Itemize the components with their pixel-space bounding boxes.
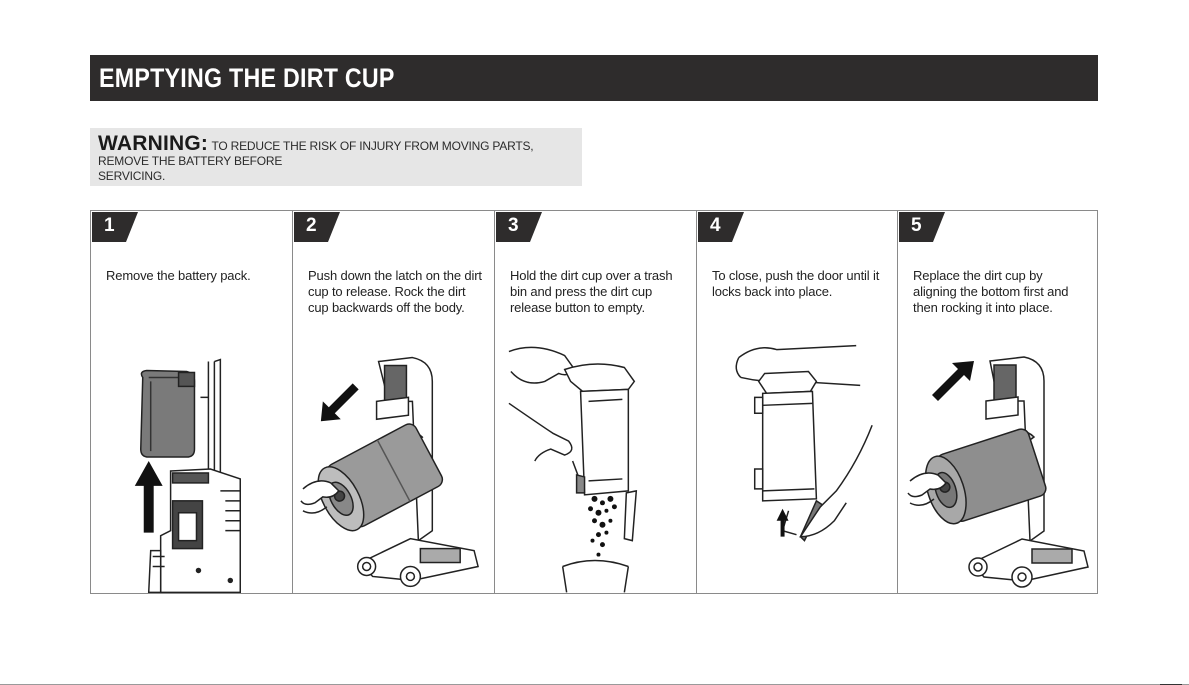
step-text-3: Hold the dirt cup over a trash bin and press the dirt cup release button to empty. <box>510 268 673 315</box>
step-1 <box>91 211 293 593</box>
battery-removal-illustration <box>91 341 292 593</box>
step-badge-3 <box>496 212 542 242</box>
step-2 <box>293 211 495 593</box>
warning-label: WARNING: <box>98 132 209 155</box>
step-number-1: 1 <box>104 215 115 236</box>
warning-text-line2: SERVICING. <box>98 169 166 183</box>
warning-text-line1: TO REDUCE THE RISK OF INJURY FROM MOVING PARTS, REMOVE THE BATTERY BEFORE <box>98 139 534 168</box>
step-badge-5 <box>899 212 945 242</box>
warning-box <box>90 128 582 186</box>
step-badge-2 <box>294 212 340 242</box>
section-title-bar <box>90 55 1098 101</box>
replace-dirt-cup-illustration <box>898 341 1099 593</box>
step-5 <box>898 211 1099 593</box>
step-number-3: 3 <box>508 215 519 236</box>
step-number-4: 4 <box>710 215 721 236</box>
step-4 <box>697 211 898 593</box>
steps-panel <box>90 210 1098 594</box>
close-door-illustration <box>697 341 897 593</box>
step-number-2: 2 <box>306 215 317 236</box>
step-text-5: Replace the dirt cup by aligning the bottom first and then rocking it into place. <box>913 268 1069 315</box>
step-badge-4 <box>698 212 744 242</box>
step-text-1: Remove the battery pack. <box>106 268 251 283</box>
page-title: EMPTYING THE DIRT CUP <box>99 62 395 93</box>
step-number-5: 5 <box>911 215 922 236</box>
step-badge-1 <box>92 212 138 242</box>
step-text-2: Push down the latch on the dirt cup to release. Rock the dirt cup backwards off the body. <box>308 268 482 315</box>
step-text-4: To close, push the door until it locks back into place. <box>712 268 880 299</box>
page-number-marker <box>1160 676 1182 685</box>
empty-dirt-cup-illustration <box>495 341 696 593</box>
step-3 <box>495 211 697 593</box>
dirt-cup-release-illustration <box>293 341 494 593</box>
